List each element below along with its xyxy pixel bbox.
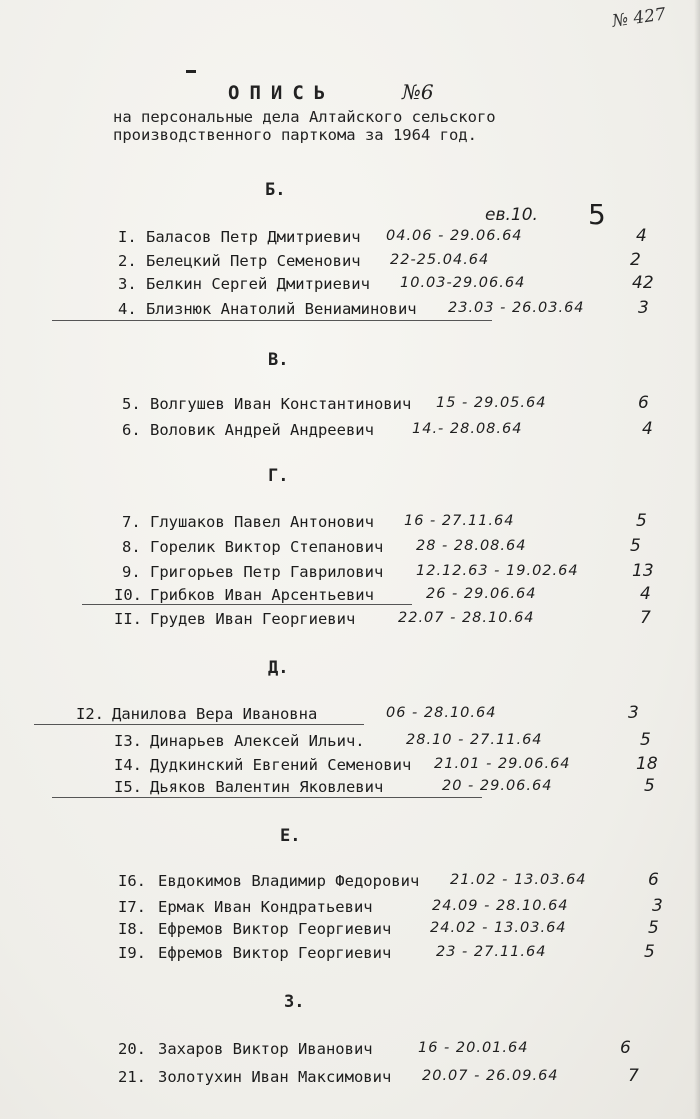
- entry-number: 2.: [118, 252, 137, 270]
- entry-dates: 23 - 27.11.64: [436, 944, 547, 960]
- list-item: [0, 732, 700, 756]
- section-letter-b: Б.: [265, 180, 286, 200]
- list-item: [0, 756, 700, 780]
- underline-mark: [34, 724, 364, 725]
- entry-count: 3: [652, 896, 663, 916]
- section-letter-d: Д.: [268, 658, 289, 678]
- entry-count: 4: [636, 226, 647, 246]
- entry-dates: 22.07 - 28.10.64: [398, 610, 535, 626]
- list-item: [0, 586, 700, 610]
- entry-number: 4.: [118, 300, 137, 318]
- entry-number: I2.: [76, 705, 104, 723]
- list-item: [0, 275, 700, 299]
- handwritten-storage-note: ев.10.: [485, 205, 538, 225]
- list-item: [0, 538, 700, 562]
- entry-count: 2: [630, 250, 641, 270]
- entry-number: I8.: [118, 920, 146, 938]
- subtitle-line-1: на персональные дела Алтайского сельского: [113, 108, 496, 126]
- entry-dates: 20 - 29.06.64: [442, 778, 553, 794]
- entry-dates: 26 - 29.06.64: [426, 586, 537, 602]
- entry-name: Баласов Петр Дмитриевич: [146, 228, 361, 246]
- list-item: [0, 610, 700, 634]
- entry-dates: 22-25.04.64: [390, 252, 490, 268]
- entry-dates: 16 - 20.01.64: [418, 1040, 529, 1056]
- entry-dates: 16 - 27.11.64: [404, 513, 515, 529]
- list-item: [0, 252, 700, 276]
- entry-number: 9.: [122, 563, 141, 581]
- subtitle-line-2: производственного парткома за 1964 год.: [113, 126, 477, 144]
- list-item: [0, 705, 700, 729]
- entry-count: 13: [632, 561, 654, 581]
- entry-dates: 06 - 28.10.64: [386, 705, 497, 721]
- list-item: [0, 1068, 700, 1092]
- entry-count: 18: [636, 754, 658, 774]
- list-item: [0, 898, 700, 922]
- entry-name: Волгушев Иван Константинович: [150, 395, 412, 413]
- entry-dates: 15 - 29.05.64: [436, 395, 547, 411]
- entry-count: 7: [640, 608, 651, 628]
- entry-name: Ефремов Виктор Георгиевич: [158, 920, 392, 938]
- document-title: ОПИСЬ: [228, 82, 336, 104]
- section-letter-e: Е.: [280, 826, 301, 846]
- entry-dates: 14.- 28.08.64: [412, 421, 523, 437]
- list-item: [0, 421, 700, 445]
- entry-name: Григорьев Петр Гаврилович: [150, 563, 384, 581]
- entry-number: II.: [114, 610, 142, 628]
- entry-count: 4: [642, 419, 653, 439]
- list-item: [0, 872, 700, 896]
- underline-mark: [52, 797, 482, 798]
- entry-dates: 21.01 - 29.06.64: [434, 756, 571, 772]
- entry-count: 42: [632, 273, 654, 293]
- entry-name: Динарьев Алексей Ильич.: [150, 732, 365, 750]
- entry-number: I6.: [118, 872, 146, 890]
- entry-number: I3.: [114, 732, 142, 750]
- entry-count: 7: [628, 1066, 639, 1086]
- entry-count: 5: [648, 918, 659, 938]
- list-item: [0, 944, 700, 968]
- entry-name: Ермак Иван Кондратьевич: [158, 898, 373, 916]
- entry-count: 3: [628, 703, 639, 723]
- entry-name: Глушаков Павел Антонович: [150, 513, 374, 531]
- entry-name: Ефремов Виктор Георгиевич: [158, 944, 392, 962]
- list-item: [0, 563, 700, 587]
- archive-page-number: № 427: [610, 4, 668, 32]
- entry-name: Дьяков Валентин Яковлевич: [150, 778, 384, 796]
- entry-name: Близнюк Анатолий Вениаминович: [146, 300, 417, 318]
- entry-name: Евдокимов Владимир Федорович: [158, 872, 420, 890]
- entry-count: 3: [638, 298, 649, 318]
- document-title-number: №6: [402, 80, 434, 104]
- underline-mark: [82, 604, 412, 605]
- entry-dates: 28 - 28.08.64: [416, 538, 527, 554]
- entry-name: Золотухин Иван Максимович: [158, 1068, 392, 1086]
- entry-number: 3.: [118, 275, 137, 293]
- entry-number: 6.: [122, 421, 141, 439]
- section-letter-v: В.: [268, 350, 289, 370]
- section-letter-g: Г.: [268, 466, 289, 486]
- entry-count: 6: [620, 1038, 631, 1058]
- entry-dates: 10.03-29.06.64: [400, 275, 526, 291]
- entry-dates: 28.10 - 27.11.64: [406, 732, 543, 748]
- list-item: [0, 1040, 700, 1064]
- entry-dates: 24.09 - 28.10.64: [432, 898, 569, 914]
- entry-dates: 04.06 - 29.06.64: [386, 228, 523, 244]
- entry-number: 7.: [122, 513, 141, 531]
- entry-dates: 23.03 - 26.03.64: [448, 300, 585, 316]
- entry-dates: 21.02 - 13.03.64: [450, 872, 587, 888]
- entry-count: 5: [644, 942, 655, 962]
- list-item: [0, 778, 700, 802]
- entry-count: 6: [648, 870, 659, 890]
- entry-name: Захаров Виктор Иванович: [158, 1040, 373, 1058]
- list-item: [0, 228, 700, 252]
- section-letter-z: З.: [284, 992, 305, 1012]
- entry-name: Грибков Иван Арсентьевич: [150, 586, 374, 604]
- entry-number: I4.: [114, 756, 142, 774]
- entry-name: Дудкинский Евгений Семенович: [150, 756, 412, 774]
- entry-number: 20.: [118, 1040, 146, 1058]
- entry-name: Воловик Андрей Андреевич: [150, 421, 374, 439]
- entry-name: Белецкий Петр Семенович: [146, 252, 361, 270]
- entry-number: 8.: [122, 538, 141, 556]
- entry-dates: 24.02 - 13.03.64: [430, 920, 567, 936]
- entry-count: 5: [630, 536, 641, 556]
- entry-number: I7.: [118, 898, 146, 916]
- entry-number: I9.: [118, 944, 146, 962]
- handwritten-storage-count: 5: [588, 198, 606, 231]
- list-item: [0, 513, 700, 537]
- entry-name: Грудев Иван Георгиевич: [150, 610, 356, 628]
- entry-count: 6: [638, 393, 649, 413]
- list-item: [0, 395, 700, 419]
- entry-name: Белкин Сергей Дмитриевич: [146, 275, 370, 293]
- entry-dates: 20.07 - 26.09.64: [422, 1068, 559, 1084]
- entry-dates: 12.12.63 - 19.02.64: [416, 563, 579, 579]
- entry-count: 5: [644, 776, 655, 796]
- entry-number: 21.: [118, 1068, 146, 1086]
- entry-number: I.: [118, 228, 137, 246]
- entry-count: 4: [640, 584, 651, 604]
- list-item: [0, 920, 700, 944]
- entry-name: Данилова Вера Ивановна: [112, 705, 318, 723]
- entry-count: 5: [636, 511, 647, 531]
- entry-number: I5.: [114, 778, 142, 796]
- title-dash-mark: [186, 70, 196, 73]
- entry-number: I0.: [114, 586, 142, 604]
- underline-mark: [52, 320, 492, 321]
- entry-name: Горелик Виктор Степанович: [150, 538, 384, 556]
- entry-count: 5: [640, 730, 651, 750]
- entry-number: 5.: [122, 395, 141, 413]
